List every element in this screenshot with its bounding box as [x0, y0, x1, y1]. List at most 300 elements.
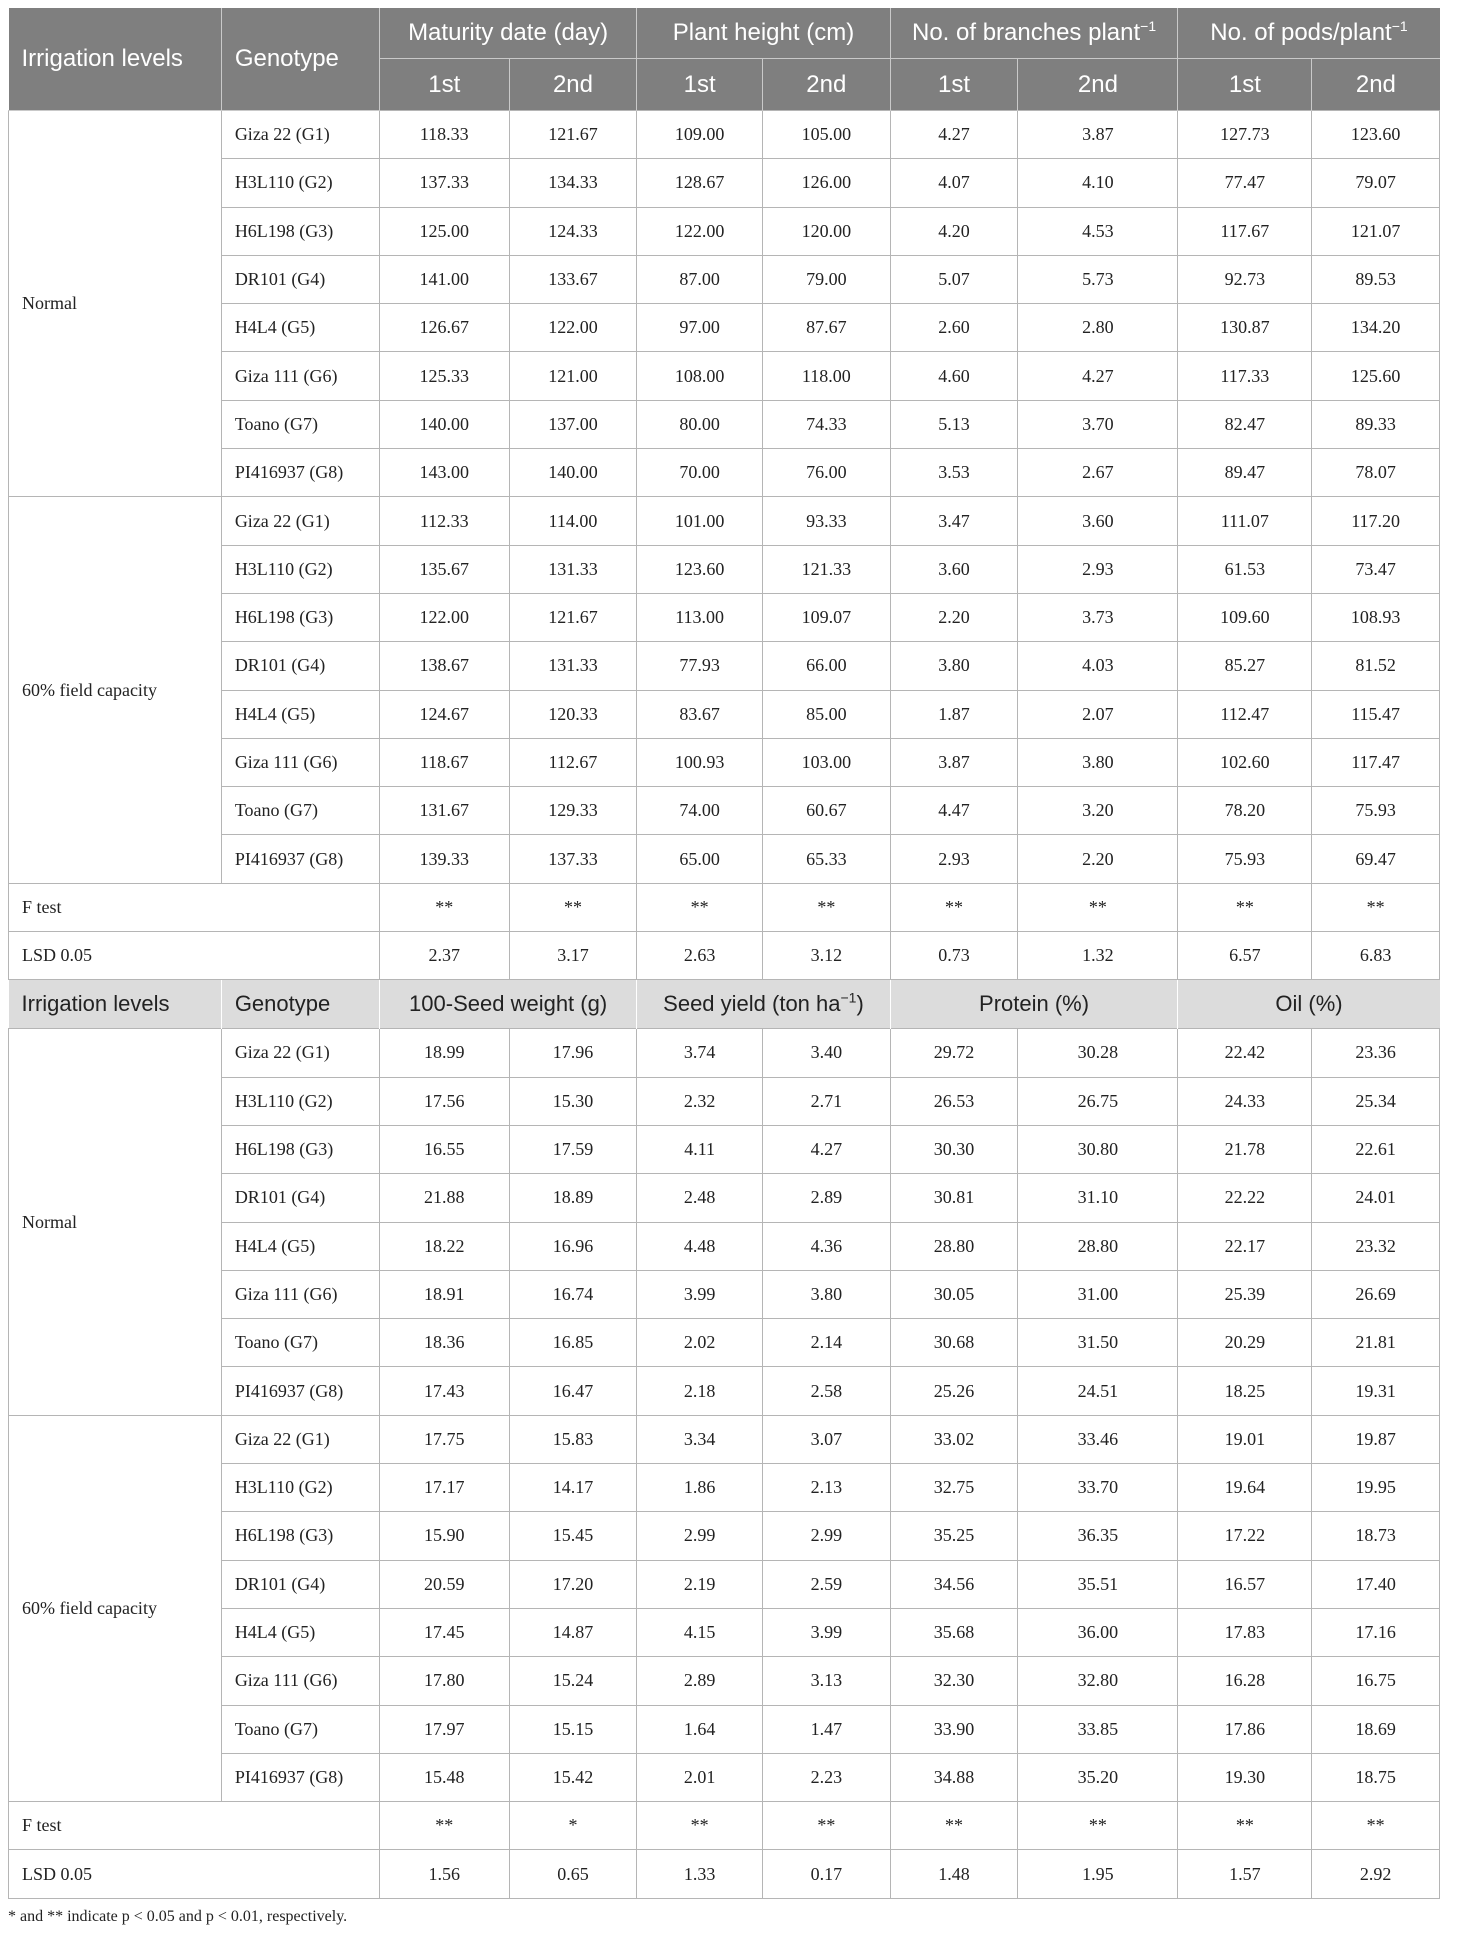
value-cell: 15.83: [509, 1415, 637, 1463]
value-cell: 15.48: [379, 1753, 509, 1801]
header-protein: Protein (%): [890, 980, 1178, 1029]
value-cell: 143.00: [379, 449, 509, 497]
value-cell: 3.34: [637, 1415, 763, 1463]
value-cell: 139.33: [379, 835, 509, 883]
value-cell: 109.07: [762, 593, 890, 641]
value-cell: 2.19: [637, 1560, 763, 1608]
value-cell: 21.88: [379, 1174, 509, 1222]
value-cell: 3.80: [890, 642, 1018, 690]
genotype-cell: H6L198 (G3): [221, 207, 379, 255]
value-cell: 17.75: [379, 1415, 509, 1463]
footnote: * and ** indicate p < 0.05 and p < 0.01, respectively.: [8, 1908, 348, 1925]
value-cell: 1.64: [637, 1705, 763, 1753]
value-cell: 3.17: [509, 932, 637, 980]
value-cell: **: [509, 883, 637, 931]
value-cell: 5.73: [1018, 255, 1178, 303]
value-cell: **: [637, 883, 763, 931]
value-cell: 19.01: [1178, 1415, 1312, 1463]
value-cell: 89.33: [1312, 400, 1440, 448]
value-cell: 4.60: [890, 352, 1018, 400]
value-cell: 0.65: [509, 1850, 637, 1898]
value-cell: 1.57: [1178, 1850, 1312, 1898]
table-row: [9, 400, 1440, 448]
value-cell: 5.13: [890, 400, 1018, 448]
genotype-cell: H6L198 (G3): [221, 1125, 379, 1173]
value-cell: 77.93: [637, 642, 763, 690]
genotype-cell: Toano (G7): [221, 400, 379, 448]
lsd-row: [9, 932, 1440, 980]
genotype-cell: PI416937 (G8): [221, 1753, 379, 1801]
table-row: [9, 1608, 1440, 1656]
value-cell: 25.39: [1178, 1270, 1312, 1318]
value-cell: 2.99: [637, 1512, 763, 1560]
header-season: 1st: [379, 59, 509, 111]
value-cell: 134.20: [1312, 304, 1440, 352]
value-cell: 3.20: [1018, 787, 1178, 835]
value-cell: 22.61: [1312, 1125, 1440, 1173]
table-row: [9, 1125, 1440, 1173]
value-cell: 14.17: [509, 1464, 637, 1512]
value-cell: 15.24: [509, 1657, 637, 1705]
value-cell: 29.72: [890, 1029, 1018, 1077]
value-cell: 0.73: [890, 932, 1018, 980]
value-cell: 18.89: [509, 1174, 637, 1222]
irrigation-level-cell: Normal: [9, 1029, 222, 1415]
table-row: [9, 352, 1440, 400]
value-cell: 114.00: [509, 497, 637, 545]
value-cell: 137.33: [509, 835, 637, 883]
value-cell: 118.33: [379, 111, 509, 159]
genotype-cell: H4L4 (G5): [221, 304, 379, 352]
value-cell: 2.32: [637, 1077, 763, 1125]
value-cell: 35.68: [890, 1608, 1018, 1656]
genotype-cell: H4L4 (G5): [221, 690, 379, 738]
value-cell: 3.07: [762, 1415, 890, 1463]
value-cell: 17.43: [379, 1367, 509, 1415]
value-cell: 74.00: [637, 787, 763, 835]
value-cell: 33.85: [1018, 1705, 1178, 1753]
table-row: [9, 1415, 1440, 1463]
value-cell: 31.10: [1018, 1174, 1178, 1222]
value-cell: **: [1312, 883, 1440, 931]
value-cell: 31.50: [1018, 1319, 1178, 1367]
value-cell: 34.88: [890, 1753, 1018, 1801]
value-cell: 4.07: [890, 159, 1018, 207]
header-oil: Oil (%): [1178, 980, 1440, 1029]
genotype-cell: Toano (G7): [221, 1319, 379, 1367]
value-cell: 28.80: [1018, 1222, 1178, 1270]
genotype-cell: H4L4 (G5): [221, 1608, 379, 1656]
value-cell: 3.40: [762, 1029, 890, 1077]
value-cell: 18.75: [1312, 1753, 1440, 1801]
genotype-cell: DR101 (G4): [221, 1174, 379, 1222]
value-cell: 1.47: [762, 1705, 890, 1753]
value-cell: 133.67: [509, 255, 637, 303]
value-cell: 66.00: [762, 642, 890, 690]
value-cell: 20.29: [1178, 1319, 1312, 1367]
value-cell: 76.00: [762, 449, 890, 497]
value-cell: 28.80: [890, 1222, 1018, 1270]
value-cell: 3.60: [1018, 497, 1178, 545]
table-row: [9, 1367, 1440, 1415]
header-seed-yield: Seed yield (ton $ha^{-1}$): [637, 980, 890, 1029]
genotype-cell: PI416937 (G8): [221, 1367, 379, 1415]
genotype-cell: Giza 111 (G6): [221, 1270, 379, 1318]
header-branches: No. of branches plant$^{-1}$: [890, 8, 1178, 59]
table-row: [9, 1657, 1440, 1705]
value-cell: 17.59: [509, 1125, 637, 1173]
value-cell: 2.89: [637, 1657, 763, 1705]
value-cell: 101.00: [637, 497, 763, 545]
value-cell: 1.32: [1018, 932, 1178, 980]
value-cell: 19.87: [1312, 1415, 1440, 1463]
value-cell: 30.30: [890, 1125, 1018, 1173]
value-cell: 120.33: [509, 690, 637, 738]
value-cell: 2.58: [762, 1367, 890, 1415]
header-season: 2nd: [509, 59, 637, 111]
value-cell: 24.51: [1018, 1367, 1178, 1415]
value-cell: 3.60: [890, 545, 1018, 593]
value-cell: 33.02: [890, 1415, 1018, 1463]
value-cell: 17.80: [379, 1657, 509, 1705]
value-cell: 78.07: [1312, 449, 1440, 497]
table-row: [9, 642, 1440, 690]
value-cell: 117.33: [1178, 352, 1312, 400]
value-cell: **: [1178, 883, 1312, 931]
value-cell: 124.33: [509, 207, 637, 255]
value-cell: 16.57: [1178, 1560, 1312, 1608]
value-cell: 128.67: [637, 159, 763, 207]
value-cell: 75.93: [1312, 787, 1440, 835]
value-cell: 121.07: [1312, 207, 1440, 255]
table-row: [9, 1705, 1440, 1753]
value-cell: 30.68: [890, 1319, 1018, 1367]
f-test-row: [9, 1802, 1440, 1850]
value-cell: 113.00: [637, 593, 763, 641]
value-cell: 33.70: [1018, 1464, 1178, 1512]
value-cell: 2.48: [637, 1174, 763, 1222]
value-cell: 3.74: [637, 1029, 763, 1077]
value-cell: 17.17: [379, 1464, 509, 1512]
header-season: 2nd: [762, 59, 890, 111]
value-cell: 65.33: [762, 835, 890, 883]
value-cell: 15.30: [509, 1077, 637, 1125]
genotype-cell: H6L198 (G3): [221, 1512, 379, 1560]
value-cell: 20.59: [379, 1560, 509, 1608]
value-cell: **: [637, 1802, 763, 1850]
value-cell: 31.00: [1018, 1270, 1178, 1318]
value-cell: 77.47: [1178, 159, 1312, 207]
value-cell: 22.17: [1178, 1222, 1312, 1270]
value-cell: 17.97: [379, 1705, 509, 1753]
value-cell: 2.20: [890, 593, 1018, 641]
genotype-cell: Giza 111 (G6): [221, 1657, 379, 1705]
value-cell: 2.80: [1018, 304, 1178, 352]
value-cell: 112.67: [509, 738, 637, 786]
genotype-cell: PI416937 (G8): [221, 835, 379, 883]
value-cell: 97.00: [637, 304, 763, 352]
value-cell: 89.47: [1178, 449, 1312, 497]
genotype-cell: H4L4 (G5): [221, 1222, 379, 1270]
value-cell: **: [890, 883, 1018, 931]
value-cell: 24.01: [1312, 1174, 1440, 1222]
value-cell: 2.93: [890, 835, 1018, 883]
genotype-cell: H3L110 (G2): [221, 159, 379, 207]
value-cell: 117.67: [1178, 207, 1312, 255]
table-row: [9, 1174, 1440, 1222]
table-row: [9, 1270, 1440, 1318]
value-cell: 2.01: [637, 1753, 763, 1801]
value-cell: 18.36: [379, 1319, 509, 1367]
value-cell: 3.47: [890, 497, 1018, 545]
genotype-cell: Giza 111 (G6): [221, 738, 379, 786]
value-cell: 125.33: [379, 352, 509, 400]
header-season: 2nd: [1018, 59, 1178, 111]
value-cell: *: [509, 1802, 637, 1850]
value-cell: 18.22: [379, 1222, 509, 1270]
value-cell: 2.63: [637, 932, 763, 980]
value-cell: 30.28: [1018, 1029, 1178, 1077]
value-cell: 32.30: [890, 1657, 1018, 1705]
irrigation-level-cell: Normal: [9, 111, 222, 497]
value-cell: 87.67: [762, 304, 890, 352]
value-cell: 21.81: [1312, 1319, 1440, 1367]
genotype-cell: Toano (G7): [221, 787, 379, 835]
value-cell: 65.00: [637, 835, 763, 883]
value-cell: 121.67: [509, 111, 637, 159]
table2-body: [9, 1029, 1440, 1898]
value-cell: 2.89: [762, 1174, 890, 1222]
value-cell: 17.20: [509, 1560, 637, 1608]
value-cell: 81.52: [1312, 642, 1440, 690]
value-cell: 134.33: [509, 159, 637, 207]
value-cell: 2.59: [762, 1560, 890, 1608]
value-cell: 79.00: [762, 255, 890, 303]
f-test-label: F test: [9, 883, 380, 931]
value-cell: 123.60: [1312, 111, 1440, 159]
value-cell: 108.93: [1312, 593, 1440, 641]
value-cell: 126.00: [762, 159, 890, 207]
value-cell: 4.11: [637, 1125, 763, 1173]
value-cell: 3.99: [762, 1608, 890, 1656]
value-cell: 4.36: [762, 1222, 890, 1270]
value-cell: 112.47: [1178, 690, 1312, 738]
value-cell: 131.33: [509, 642, 637, 690]
value-cell: 60.67: [762, 787, 890, 835]
value-cell: **: [1312, 1802, 1440, 1850]
value-cell: 15.90: [379, 1512, 509, 1560]
header-plant-height: Plant height (cm): [637, 8, 890, 59]
value-cell: 126.67: [379, 304, 509, 352]
genotype-cell: Giza 22 (G1): [221, 497, 379, 545]
value-cell: 2.20: [1018, 835, 1178, 883]
genotype-cell: DR101 (G4): [221, 642, 379, 690]
value-cell: 3.87: [890, 738, 1018, 786]
value-cell: 3.80: [1018, 738, 1178, 786]
value-cell: 117.47: [1312, 738, 1440, 786]
table-row: [9, 835, 1440, 883]
value-cell: 33.90: [890, 1705, 1018, 1753]
value-cell: 2.02: [637, 1319, 763, 1367]
value-cell: 15.15: [509, 1705, 637, 1753]
value-cell: 135.67: [379, 545, 509, 593]
value-cell: 4.27: [890, 111, 1018, 159]
value-cell: 32.80: [1018, 1657, 1178, 1705]
header-season: 1st: [1178, 59, 1312, 111]
value-cell: 2.14: [762, 1319, 890, 1367]
value-cell: 137.33: [379, 159, 509, 207]
table-row: [9, 1560, 1440, 1608]
value-cell: 1.33: [637, 1850, 763, 1898]
value-cell: 105.00: [762, 111, 890, 159]
value-cell: 89.53: [1312, 255, 1440, 303]
value-cell: 6.57: [1178, 932, 1312, 980]
value-cell: 79.07: [1312, 159, 1440, 207]
value-cell: 82.47: [1178, 400, 1312, 448]
value-cell: 141.00: [379, 255, 509, 303]
header-row-table2: [9, 980, 1440, 1029]
genotype-cell: DR101 (G4): [221, 1560, 379, 1608]
value-cell: 125.60: [1312, 352, 1440, 400]
value-cell: 123.60: [637, 545, 763, 593]
value-cell: 102.60: [1178, 738, 1312, 786]
value-cell: **: [1018, 1802, 1178, 1850]
value-cell: 3.87: [1018, 111, 1178, 159]
value-cell: 122.00: [379, 593, 509, 641]
value-cell: 33.46: [1018, 1415, 1178, 1463]
value-cell: 26.53: [890, 1077, 1018, 1125]
genotype-cell: H3L110 (G2): [221, 1077, 379, 1125]
value-cell: 17.45: [379, 1608, 509, 1656]
value-cell: 2.23: [762, 1753, 890, 1801]
table2-header: [9, 980, 1440, 1029]
header-genotype: Genotype: [221, 8, 379, 111]
table-row: [9, 1222, 1440, 1270]
value-cell: 100.93: [637, 738, 763, 786]
value-cell: 115.47: [1312, 690, 1440, 738]
header-irrigation-2: Irrigation levels: [9, 980, 222, 1029]
value-cell: 3.12: [762, 932, 890, 980]
value-cell: 15.42: [509, 1753, 637, 1801]
value-cell: 19.64: [1178, 1464, 1312, 1512]
value-cell: 30.05: [890, 1270, 1018, 1318]
value-cell: **: [1018, 883, 1178, 931]
value-cell: 109.00: [637, 111, 763, 159]
value-cell: 125.00: [379, 207, 509, 255]
value-cell: 118.00: [762, 352, 890, 400]
table-row: [9, 1512, 1440, 1560]
value-cell: 16.28: [1178, 1657, 1312, 1705]
table-row: [9, 111, 1440, 159]
value-cell: **: [762, 883, 890, 931]
table-row: [9, 1029, 1440, 1077]
value-cell: 83.67: [637, 690, 763, 738]
value-cell: 26.69: [1312, 1270, 1440, 1318]
value-cell: 2.99: [762, 1512, 890, 1560]
genotype-cell: DR101 (G4): [221, 255, 379, 303]
value-cell: 140.00: [509, 449, 637, 497]
value-cell: 122.00: [509, 304, 637, 352]
value-cell: **: [379, 1802, 509, 1850]
value-cell: 25.34: [1312, 1077, 1440, 1125]
value-cell: 69.47: [1312, 835, 1440, 883]
value-cell: 78.20: [1178, 787, 1312, 835]
value-cell: 15.45: [509, 1512, 637, 1560]
value-cell: 1.95: [1018, 1850, 1178, 1898]
results-table-wrapper: [8, 8, 1440, 1899]
table-row: [9, 738, 1440, 786]
header-genotype-2: Genotype: [221, 980, 379, 1029]
header-irrigation: Irrigation levels: [9, 8, 222, 111]
value-cell: 111.07: [1178, 497, 1312, 545]
value-cell: 23.32: [1312, 1222, 1440, 1270]
value-cell: 103.00: [762, 738, 890, 786]
header-seed-weight: 100-Seed weight (g): [379, 980, 636, 1029]
value-cell: 80.00: [637, 400, 763, 448]
value-cell: 5.07: [890, 255, 1018, 303]
f-test-row: [9, 883, 1440, 931]
table-row: [9, 545, 1440, 593]
value-cell: 2.07: [1018, 690, 1178, 738]
results-table: [8, 8, 1440, 1899]
header-season: 2nd: [1312, 59, 1440, 111]
value-cell: 25.26: [890, 1367, 1018, 1415]
table-row: [9, 207, 1440, 255]
value-cell: 109.60: [1178, 593, 1312, 641]
value-cell: 118.67: [379, 738, 509, 786]
table-row: [9, 1319, 1440, 1367]
value-cell: 121.00: [509, 352, 637, 400]
genotype-cell: Giza 22 (G1): [221, 1415, 379, 1463]
genotype-cell: PI416937 (G8): [221, 449, 379, 497]
table-row: [9, 497, 1440, 545]
value-cell: 14.87: [509, 1608, 637, 1656]
table1-body: [9, 111, 1440, 980]
value-cell: 35.51: [1018, 1560, 1178, 1608]
value-cell: 2.67: [1018, 449, 1178, 497]
table-row: [9, 159, 1440, 207]
value-cell: 92.73: [1178, 255, 1312, 303]
value-cell: 36.00: [1018, 1608, 1178, 1656]
header-maturity-date: Maturity date (day): [379, 8, 636, 59]
value-cell: 16.55: [379, 1125, 509, 1173]
value-cell: 17.86: [1178, 1705, 1312, 1753]
value-cell: 26.75: [1018, 1077, 1178, 1125]
genotype-cell: H6L198 (G3): [221, 593, 379, 641]
value-cell: 108.00: [637, 352, 763, 400]
value-cell: 70.00: [637, 449, 763, 497]
table-row: [9, 1753, 1440, 1801]
value-cell: 61.53: [1178, 545, 1312, 593]
value-cell: 121.33: [762, 545, 890, 593]
lsd-label: LSD 0.05: [9, 932, 380, 980]
value-cell: 18.99: [379, 1029, 509, 1077]
value-cell: 4.20: [890, 207, 1018, 255]
value-cell: 4.03: [1018, 642, 1178, 690]
value-cell: 1.56: [379, 1850, 509, 1898]
value-cell: 3.53: [890, 449, 1018, 497]
value-cell: 4.15: [637, 1608, 763, 1656]
value-cell: 120.00: [762, 207, 890, 255]
value-cell: 1.86: [637, 1464, 763, 1512]
header-pods: No. of pods/plant$^{-1}$: [1178, 8, 1440, 59]
table-row: [9, 1464, 1440, 1512]
value-cell: 19.95: [1312, 1464, 1440, 1512]
header-row-groups: [9, 8, 1440, 59]
value-cell: 112.33: [379, 497, 509, 545]
value-cell: 131.33: [509, 545, 637, 593]
value-cell: 129.33: [509, 787, 637, 835]
